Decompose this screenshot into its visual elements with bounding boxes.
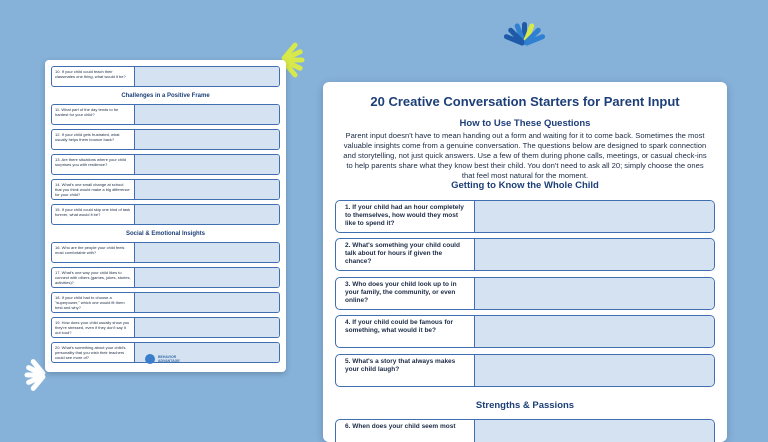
intro-paragraph: Parent input doesn't have to mean handing out a form and waiting for it to come back. Sometimes the most valuable insights come from a genuine conversation. The questions below are designed to spark connection and storytelling, not just quick answers. Use a few of them during phone calls, meetings, or casual check-ins to help parents share what they know best their child. You don't need to ask all 20; simply choose the ones that feel most natural for the moment. — [343, 131, 707, 180]
answer-field[interactable] — [474, 201, 714, 232]
section-heading: Strengths & Passions — [475, 400, 575, 411]
question-text: 15. If your child could skip one kind of task forever, what would it be? — [55, 207, 131, 217]
answer-field[interactable] — [474, 278, 714, 309]
question-row — [51, 66, 280, 87]
answer-field[interactable] — [474, 239, 714, 270]
question-text: 18. If your child had to choose a "superpower," which one would fit them best and why? — [55, 295, 125, 310]
question-row — [335, 354, 715, 387]
question-text: 2. What's something your child could talk about for hours if given the chance? — [345, 242, 460, 265]
question-row — [335, 315, 715, 348]
section-heading: Getting to Know the Whole Child — [451, 180, 599, 191]
answer-field[interactable] — [134, 268, 279, 287]
answer-field[interactable] — [134, 205, 279, 224]
question-text: 6. When does your child seem most — [345, 423, 456, 430]
question-text: 13. Are there situations where your child surprises you with resilience? — [55, 157, 127, 167]
question-text: 17. What's one way your child likes to connect with others (games, jokes, stories, activities)? — [55, 270, 131, 285]
question-row — [51, 129, 280, 150]
question-row — [335, 238, 715, 271]
question-text: 1. If your child had an hour completely to themselves, how would they most like to spend it? — [345, 204, 464, 227]
question-text: 19. How does your child usually show you they're stressed, even if they don't say it out loud? — [55, 320, 130, 335]
question-row — [51, 317, 280, 338]
question-text: 4. If your child could be famous for something, what would it be? — [345, 319, 453, 334]
question-row — [335, 200, 715, 233]
how-to-heading: How to Use These Questions — [459, 118, 591, 129]
logo-text-line1: BEHAVIOR — [158, 355, 177, 359]
section-heading: Social & Emotional Insights — [125, 231, 205, 237]
question-row — [51, 104, 280, 125]
answer-field[interactable] — [134, 293, 279, 312]
answer-field[interactable] — [134, 318, 279, 337]
answer-field[interactable] — [474, 355, 714, 386]
question-text: 12. If your child gets frustrated, what usually helps them bounce back? — [55, 132, 120, 142]
answer-field[interactable] — [474, 316, 714, 347]
answer-field[interactable] — [134, 155, 279, 174]
answer-field[interactable] — [134, 243, 279, 262]
question-text: 11. What part of the day tends to be hardest for your child? — [55, 107, 119, 117]
answer-field[interactable] — [134, 105, 279, 124]
blue-burst-decoration — [480, 18, 570, 70]
worksheet-page-1 — [323, 82, 727, 442]
answer-field[interactable] — [134, 130, 279, 149]
question-text: 10. If your child could teach their classmates one thing, what would it be? — [55, 69, 126, 79]
answer-field[interactable] — [134, 67, 279, 86]
question-text: 14. What's one small change at school that you think would make a big difference for your child? — [55, 182, 130, 197]
logo-mark-icon — [145, 354, 155, 364]
question-row — [51, 179, 280, 200]
question-row — [335, 419, 715, 442]
answer-field[interactable] — [474, 420, 714, 442]
question-row — [51, 292, 280, 313]
question-text: 5. What's a story that always makes your child laugh? — [345, 358, 456, 373]
logo-text-line2: ADVANTAGE — [158, 359, 180, 363]
question-text: 20. What's something about your child's personality that you wish their teachers could see more of? — [55, 345, 126, 360]
question-row — [51, 204, 280, 225]
question-text: 3. Who does your child look up to in your family, the community, or even online? — [345, 281, 457, 304]
answer-field[interactable] — [134, 180, 279, 199]
section-heading: Challenges in a Positive Frame — [121, 93, 210, 99]
question-row — [51, 242, 280, 263]
page-title: 20 Creative Conversation Starters for Parent Input — [370, 94, 680, 109]
brand-logo — [145, 354, 180, 364]
worksheet-page-2 — [45, 60, 286, 372]
question-row — [51, 267, 280, 288]
question-row — [335, 277, 715, 310]
question-text: 16. Who are the people your child feels most comfortable with? — [55, 245, 125, 255]
question-row — [51, 154, 280, 175]
